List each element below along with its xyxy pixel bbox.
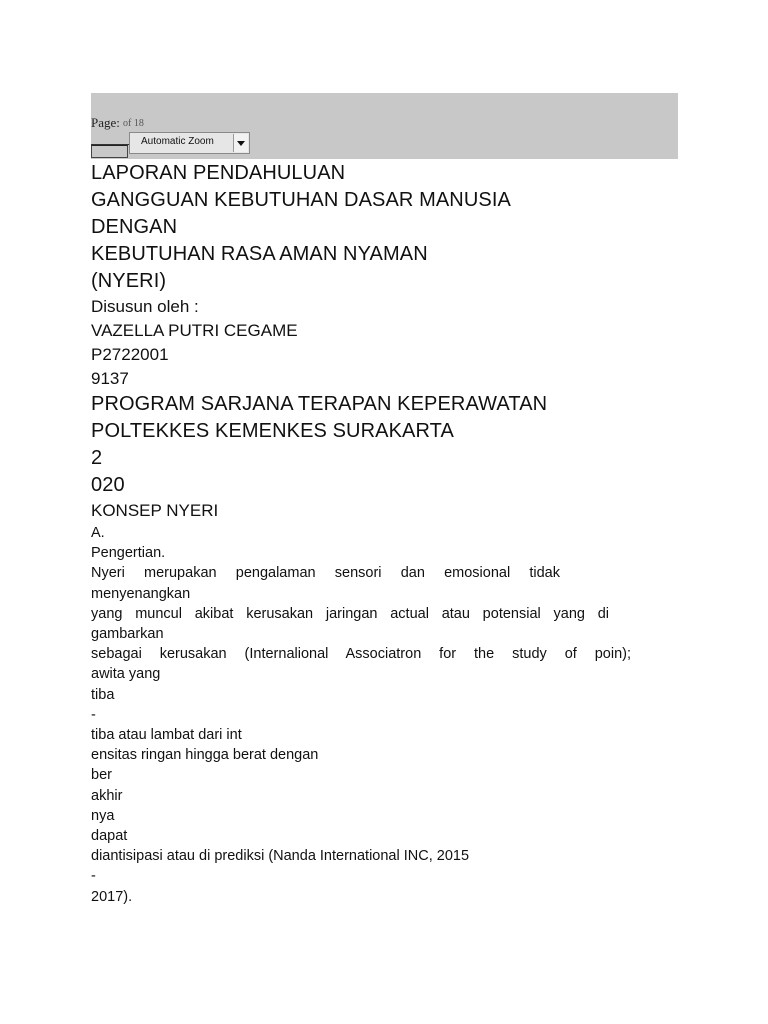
subsection-letter: A.: [91, 525, 105, 541]
paragraph-line: ber: [91, 767, 112, 784]
title-line: KEBUTUHAN RASA AMAN NYAMAN: [91, 243, 428, 265]
author-label: Disusun oleh :: [91, 297, 199, 316]
title-line: GANGGUAN KEBUTUHAN DASAR MANUSIA: [91, 189, 511, 211]
zoom-value: Automatic Zoom: [141, 136, 214, 147]
document-page: [91, 160, 631, 907]
program-line: PROGRAM SARJANA TERAPAN KEPERAWATAN: [91, 393, 548, 415]
paragraph-line: -: [91, 868, 96, 885]
paragraph-line: -: [91, 706, 96, 723]
subsection-title: Pengertian.: [91, 545, 166, 562]
student-id-line: P2722001: [91, 345, 169, 364]
author-name: VAZELLA PUTRI CEGAME: [91, 321, 298, 340]
zoom-select[interactable]: [129, 132, 250, 154]
paragraph-line: tiba: [91, 686, 115, 703]
paragraph-line: diantisipasi atau di prediksi (Nanda International INC, 2015: [91, 848, 470, 865]
paragraph-line: ensitas ringan hingga berat dengan: [91, 747, 319, 764]
paragraph-line: 2017).: [91, 888, 133, 905]
title-line: DENGAN: [91, 216, 178, 238]
title-line: (NYERI): [91, 270, 167, 292]
paragraph-line: sebagai kerusakan (Internalional Associatron for the study of poin);: [91, 646, 631, 663]
page-count: of 18: [123, 118, 144, 129]
title-line: LAPORAN PENDAHULUAN: [91, 162, 346, 184]
viewer-toolbar: [91, 93, 678, 159]
paragraph-line: yang muncul akibat kerusakan jaringan actual atau potensial yang di: [91, 605, 609, 622]
year-line: 2: [91, 447, 103, 469]
year-line: 020: [91, 474, 125, 496]
paragraph-line: akhir: [91, 787, 123, 804]
paragraph-line: menyenangkan: [91, 585, 191, 602]
paragraph-line: nya: [91, 807, 115, 824]
page-number-input[interactable]: [91, 145, 128, 158]
program-line: POLTEKKES KEMENKES SURAKARTA: [91, 420, 454, 442]
page-label: Page:: [91, 115, 120, 130]
paragraph-line: awita yang: [91, 666, 161, 683]
paragraph-line: gambarkan: [91, 626, 164, 643]
section-heading: KONSEP NYERI: [91, 501, 219, 520]
paragraph-line: dapat: [91, 828, 128, 845]
student-id-line: 9137: [91, 369, 129, 388]
paragraph-line: tiba atau lambat dari int: [91, 727, 242, 744]
dropdown-arrow-icon[interactable]: [233, 134, 248, 152]
paragraph-line: Nyeri merupakan pengalaman sensori dan emosional tidak: [91, 565, 560, 582]
